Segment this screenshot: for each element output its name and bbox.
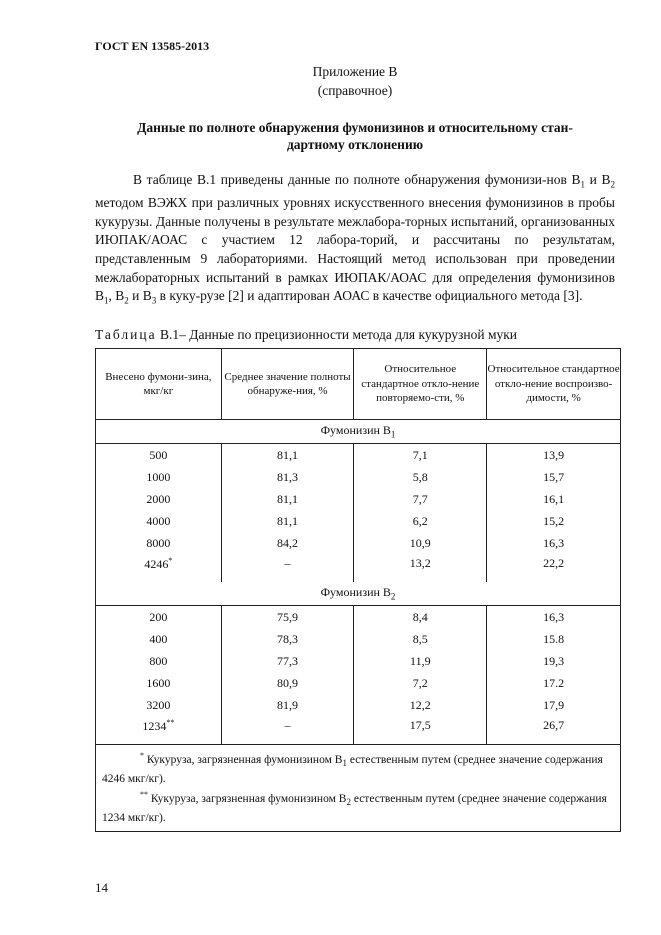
- appendix-title: Приложение В: [312, 64, 398, 79]
- cell-repeatability: 6,2: [354, 510, 487, 532]
- cell-reproducibility: 16,3: [487, 532, 621, 554]
- paragraph-text: В таблице В.1 приведены данные по полноте обнаружения фумонизи-нов B: [133, 172, 581, 187]
- cell-reproducibility: 22,2: [487, 554, 621, 582]
- cell-repeatability: 7,7: [354, 488, 487, 510]
- table-caption-label: Таблица: [95, 327, 157, 342]
- precision-table: [95, 348, 621, 832]
- cell-reproducibility: 15,7: [487, 466, 621, 488]
- cell-level: 400: [149, 631, 168, 646]
- subscript: 2: [610, 179, 616, 190]
- page-number: 14: [95, 880, 108, 895]
- cell-repeatability: 8,5: [354, 628, 487, 650]
- cell-recovery: 77,3: [221, 650, 354, 672]
- table-header-row: [96, 349, 621, 420]
- cell-reproducibility: 17,9: [487, 694, 621, 716]
- cell-recovery: 81,1: [221, 488, 354, 510]
- cell-repeatability: 11,9: [354, 650, 487, 672]
- document-code-header: ГОСТ EN 13585-2013: [95, 39, 210, 53]
- paragraph-text: , B: [108, 288, 125, 304]
- section-title-line2: дартному отклонению: [286, 137, 424, 152]
- footnote-2: ** Кукуруза, загрязненная фумонизином $B_2$ естественным путем (среднее значение содержания 1234 мкг/кг).: [102, 790, 607, 825]
- section-title-line1: Данные по полноте обнаружения фумонизинов и относительному стан-: [137, 120, 573, 135]
- cell-recovery: 84,2: [221, 532, 354, 554]
- cell-level: 500: [149, 447, 168, 462]
- subscript: 1: [104, 295, 109, 306]
- cell-repeatability: 17,5: [354, 716, 487, 745]
- paragraph-text: и B: [128, 288, 152, 304]
- cell-level: 200: [149, 609, 168, 624]
- cell-level: 1234**: [142, 718, 175, 733]
- cell-repeatability: 5,8: [354, 466, 487, 488]
- table-row: [96, 510, 621, 532]
- cell-level: 3200: [146, 697, 171, 712]
- table-row: [96, 716, 621, 745]
- subscript: 3: [151, 295, 157, 306]
- cell-repeatability: 8,4: [354, 606, 487, 629]
- cell-reproducibility: 13,9: [487, 444, 621, 467]
- cell-recovery: 75,9: [221, 606, 354, 629]
- subscript: 2: [124, 295, 129, 306]
- cell-level: 800: [149, 653, 168, 668]
- cell-repeatability: 7,2: [354, 672, 487, 694]
- cell-repeatability: 13,2: [354, 554, 487, 582]
- cell-level: 1600: [146, 675, 171, 690]
- table-row: [96, 554, 621, 582]
- cell-reproducibility: 15,2: [487, 510, 621, 532]
- cell-recovery: 81,9: [221, 694, 354, 716]
- cell-reproducibility: 17.2: [487, 672, 621, 694]
- cell-reproducibility: 15.8: [487, 628, 621, 650]
- table-row: [96, 488, 621, 510]
- cell-repeatability: 12,2: [354, 694, 487, 716]
- table-row: [96, 650, 621, 672]
- group-label: Фумонизин $B_1$: [96, 420, 621, 444]
- cell-recovery: –: [221, 554, 354, 582]
- appendix-subtitle: (справочное): [317, 83, 393, 98]
- table-caption: [95, 327, 517, 343]
- table-row: [96, 694, 621, 716]
- cell-level: 8000: [146, 535, 171, 550]
- group-row-fumonisin-b1: [96, 420, 621, 444]
- cell-level: 2000: [146, 491, 171, 506]
- table-row: [96, 444, 621, 467]
- cell-level: 1000: [146, 469, 171, 484]
- header-recovery: Среднее значение полноты обнаруже-ния, %: [221, 349, 354, 420]
- table-row: [96, 606, 621, 629]
- table-row: [96, 628, 621, 650]
- footnotes-row: [96, 745, 621, 832]
- paragraph-text: методом ВЭЖХ при различных уровнях искусственного внесения фумонизинов в пробы кукурузы. Данные получены в результате межлабора-торных испытаний, организованных ИЮПАК/АОАС с участием 12 лабора-торий, и рассчитаны по результатам, представленным 9 лабораториями. Настоящий метод использован при проведении межлабораторных испытаний в рамках ИЮПАК/АОАС для определения фумонизинов B: [95, 195, 615, 304]
- group-label: Фумонизин $B_2$: [96, 582, 621, 606]
- cell-recovery: 80,9: [221, 672, 354, 694]
- table-row: [96, 466, 621, 488]
- header-level: Внесено фумони-зина, мкг/кг: [96, 349, 222, 420]
- cell-recovery: 81,1: [221, 510, 354, 532]
- cell-reproducibility: 19,3: [487, 650, 621, 672]
- cell-recovery: 81,3: [221, 466, 354, 488]
- intro-paragraph: [95, 171, 615, 311]
- cell-level: 4246*: [144, 556, 173, 571]
- cell-recovery: 78,3: [221, 628, 354, 650]
- header-repeatability: Относительное стандартное откло-нение повторяемо-сти, %: [354, 349, 487, 420]
- table-row: [96, 672, 621, 694]
- section-title: [95, 119, 615, 153]
- header-reproducibility: Относительное стандартное откло-нение воспроизво-димости, %: [487, 349, 621, 420]
- footnote-1: * Кукуруза, загрязненная фумонизином $B_1$ естественным путем (среднее значение содержания 4246 мкг/кг).: [102, 751, 603, 786]
- cell-repeatability: 10,9: [354, 532, 487, 554]
- cell-reproducibility: 16,1: [487, 488, 621, 510]
- cell-reproducibility: 26,7: [487, 716, 621, 745]
- footnotes: [96, 745, 621, 832]
- cell-level: 4000: [146, 513, 171, 528]
- cell-recovery: 81,1: [221, 444, 354, 467]
- paragraph-text: и B: [585, 172, 611, 187]
- table-row: [96, 532, 621, 554]
- cell-recovery: –: [221, 716, 354, 745]
- subscript: 1: [580, 179, 586, 190]
- table-caption-text: В.1– Данные по прецизионности метода для кукурузной муки: [156, 327, 518, 342]
- paragraph-text: в куку-рузе [2] и адаптирован АОАС в качестве официального метода [3].: [156, 288, 583, 304]
- group-row-fumonisin-b2: [96, 582, 621, 606]
- cell-reproducibility: 16,3: [487, 606, 621, 629]
- cell-repeatability: 7,1: [354, 444, 487, 467]
